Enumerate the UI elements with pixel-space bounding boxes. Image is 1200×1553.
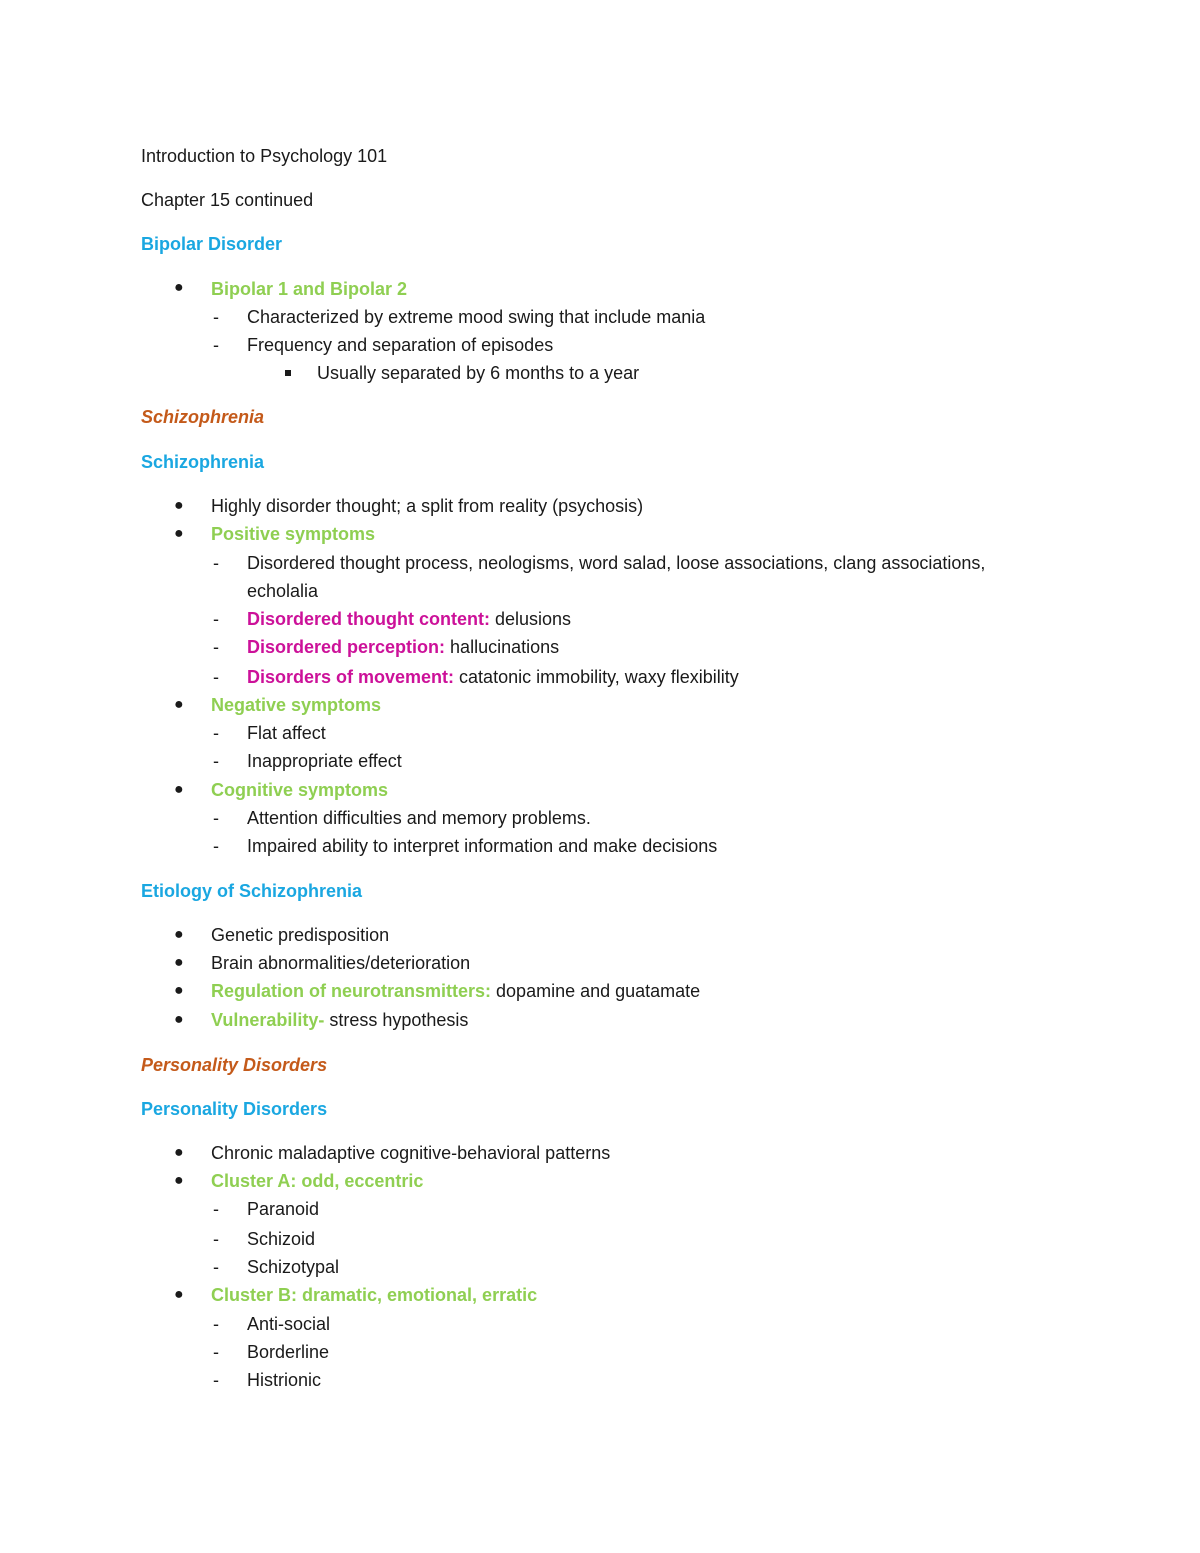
list-item: Histrionic — [247, 1370, 322, 1390]
bullet-icon: ● — [174, 954, 184, 971]
term-label: Disordered thought content: — [247, 609, 490, 629]
dash-icon: - — [213, 609, 219, 629]
heading-bipolar-disorder: Bipolar Disorder — [141, 234, 283, 254]
term-text: hallucinations — [445, 637, 560, 657]
list-item — [211, 980, 700, 1002]
list-item — [211, 1009, 468, 1031]
list-item — [247, 636, 559, 658]
list-item: Paranoid — [247, 1199, 320, 1219]
term-text: stress hypothesis — [324, 1010, 469, 1030]
positive-symptoms: Positive symptoms — [211, 524, 376, 544]
dash-icon: - — [213, 1370, 219, 1390]
dash-icon: - — [213, 1342, 219, 1362]
section-schizophrenia: Schizophrenia — [141, 407, 265, 427]
list-item: Schizoid — [247, 1229, 316, 1249]
square-bullet-icon — [285, 370, 291, 376]
dash-icon: - — [213, 1199, 219, 1219]
bullet-icon: ● — [174, 696, 184, 713]
term-label: Disorders of movement: — [247, 667, 455, 687]
list-item: Flat affect — [247, 723, 326, 743]
chapter-subtitle: Chapter 15 continued — [141, 190, 314, 210]
list-item: Chronic maladaptive cognitive-behavioral patterns — [211, 1143, 611, 1163]
list-item: Disordered thought process, neologisms, word salad, loose associations, clang associations, — [247, 553, 986, 573]
dash-icon: - — [213, 1314, 219, 1334]
term-text: dopamine and guatamate — [491, 981, 701, 1001]
bullet-icon: ● — [174, 781, 184, 798]
heading-etiology: Etiology of Schizophrenia — [141, 881, 363, 901]
list-item: Usually separated by 6 months to a year — [317, 363, 640, 383]
bullet-icon: ● — [174, 1286, 184, 1303]
bullet-icon: ● — [174, 497, 184, 514]
document-title: Introduction to Psychology 101 — [141, 146, 388, 166]
dash-icon: - — [213, 836, 219, 856]
bullet-icon: ● — [174, 1011, 184, 1028]
list-item: Characterized by extreme mood swing that include mania — [247, 307, 706, 327]
list-item: Genetic predisposition — [211, 925, 390, 945]
section-personality-disorders: Personality Disorders — [141, 1055, 328, 1075]
dash-icon: - — [213, 637, 219, 657]
cluster-b: Cluster B: dramatic, emotional, erratic — [211, 1285, 538, 1305]
dash-icon: - — [213, 723, 219, 743]
term-label: Regulation of neurotransmitters: — [211, 981, 492, 1001]
term-text: delusions — [489, 609, 572, 629]
dash-icon: - — [213, 307, 219, 327]
list-item: Frequency and separation of episodes — [247, 335, 554, 355]
cognitive-symptoms: Cognitive symptoms — [211, 780, 389, 800]
list-item — [247, 608, 571, 630]
heading-schizophrenia: Schizophrenia — [141, 452, 265, 472]
dash-icon: - — [213, 808, 219, 828]
bullet-icon: ● — [174, 279, 184, 296]
term-text: catatonic immobility, waxy flexibility — [454, 667, 739, 687]
list-item: Inappropriate effect — [247, 751, 402, 771]
term-label: Disordered perception: — [247, 637, 446, 657]
bipolar-types: Bipolar 1 and Bipolar 2 — [211, 279, 408, 299]
list-item: Schizotypal — [247, 1257, 340, 1277]
bullet-icon: ● — [174, 926, 184, 943]
dash-icon: - — [213, 751, 219, 771]
dash-icon: - — [213, 335, 219, 355]
dash-icon: - — [213, 1229, 219, 1249]
bullet-icon: ● — [174, 1172, 184, 1189]
list-item: Anti-social — [247, 1314, 331, 1334]
list-item — [247, 666, 739, 688]
bullet-icon: ● — [174, 525, 184, 542]
negative-symptoms: Negative symptoms — [211, 695, 382, 715]
list-item: Attention difficulties and memory problems. — [247, 808, 591, 828]
heading-personality-disorders: Personality Disorders — [141, 1099, 328, 1119]
term-label: Vulnerability- — [211, 1010, 325, 1030]
list-item: Highly disorder thought; a split from reality (psychosis) — [211, 496, 644, 516]
list-item: Brain abnormalities/deterioration — [211, 953, 471, 973]
bullet-icon: ● — [174, 1144, 184, 1161]
dash-icon: - — [213, 553, 219, 573]
bullet-icon: ● — [174, 982, 184, 999]
list-item-continued: echolalia — [247, 581, 319, 601]
list-item: Borderline — [247, 1342, 330, 1362]
dash-icon: - — [213, 1257, 219, 1277]
list-item: Impaired ability to interpret information and make decisions — [247, 836, 718, 856]
dash-icon: - — [213, 667, 219, 687]
cluster-a: Cluster A: odd, eccentric — [211, 1171, 424, 1191]
